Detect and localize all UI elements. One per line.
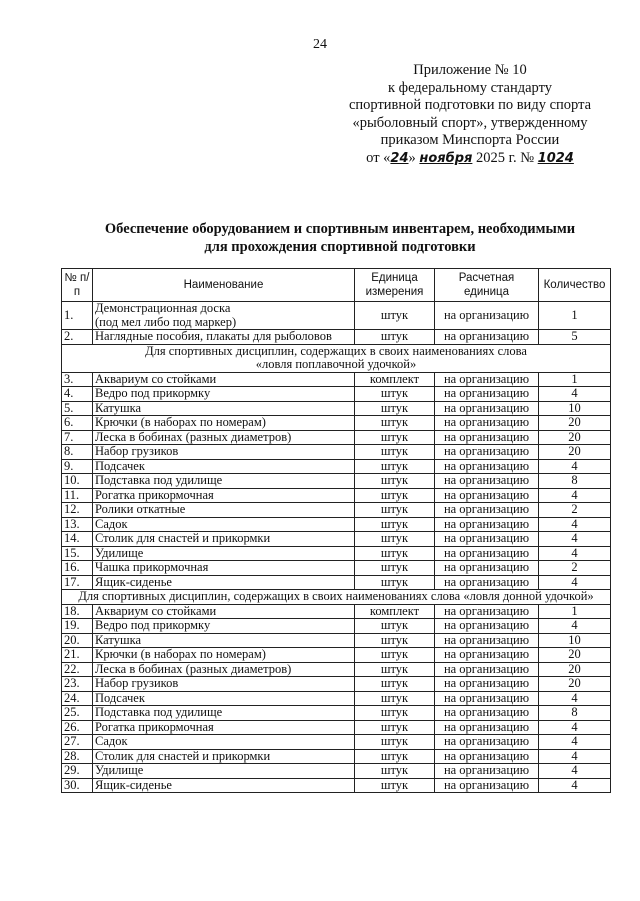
cell-calc: на организацию	[435, 546, 539, 561]
cell-num: 30.	[62, 778, 93, 793]
header-num: № п/п	[62, 269, 93, 302]
cell-calc: на организацию	[435, 720, 539, 735]
cell-unit: штук	[355, 735, 435, 750]
cell-calc: на организацию	[435, 749, 539, 764]
cell-num: 4.	[62, 387, 93, 402]
section-heading	[62, 590, 611, 605]
cell-name: Рогатка прикормочная	[93, 488, 355, 503]
cell-unit: штук	[355, 416, 435, 431]
cell-calc: на организацию	[435, 459, 539, 474]
table-row	[62, 677, 611, 692]
header-unit: Единица измерения	[355, 269, 435, 302]
cell-qty: 4	[539, 546, 611, 561]
cell-calc: на организацию	[435, 575, 539, 590]
cell-unit: штук	[355, 691, 435, 706]
cell-num: 6.	[62, 416, 93, 431]
cell-name: Подсачек	[93, 459, 355, 474]
cell-calc: на организацию	[435, 474, 539, 489]
cell-name: Крючки (в наборах по номерам)	[93, 648, 355, 663]
table-row	[62, 372, 611, 387]
cell-num: 9.	[62, 459, 93, 474]
cell-name: Ролики откатные	[93, 503, 355, 518]
cell-calc: на организацию	[435, 764, 539, 779]
cell-name: Катушка	[93, 401, 355, 416]
table-row	[62, 330, 611, 345]
cell-num: 20.	[62, 633, 93, 648]
cell-unit: штук	[355, 503, 435, 518]
table-row	[62, 401, 611, 416]
cell-calc: на организацию	[435, 401, 539, 416]
cell-name: Столик для снастей и прикормки	[93, 749, 355, 764]
cell-qty: 2	[539, 561, 611, 576]
title-line: Обеспечение оборудованием и спортивным инвентарем, необходимыми	[104, 221, 576, 237]
cell-calc: на организацию	[435, 706, 539, 721]
table-row	[62, 575, 611, 590]
cell-calc: на организацию	[435, 778, 539, 793]
cell-num: 23.	[62, 677, 93, 692]
cell-qty: 4	[539, 517, 611, 532]
cell-calc: на организацию	[435, 691, 539, 706]
cell-unit: штук	[355, 575, 435, 590]
section-row	[62, 344, 611, 372]
section-heading	[62, 344, 611, 372]
table-row	[62, 459, 611, 474]
cell-qty: 1	[539, 604, 611, 619]
cell-unit: штук	[355, 488, 435, 503]
cell-qty: 20	[539, 677, 611, 692]
cell-qty: 4	[539, 691, 611, 706]
cell-name: Подсачек	[93, 691, 355, 706]
cell-qty: 4	[539, 532, 611, 547]
cell-name: Рогатка прикормочная	[93, 720, 355, 735]
cell-calc: на организацию	[435, 619, 539, 634]
table-row	[62, 416, 611, 431]
cell-name-line: (под мел либо под маркер)	[95, 314, 237, 329]
cell-name: Удилище	[93, 546, 355, 561]
cell-name: Ведро под прикормку	[93, 387, 355, 402]
date-month-handwritten: ноября	[419, 150, 473, 166]
cell-num: 1.	[62, 302, 93, 330]
cell-calc: на организацию	[435, 532, 539, 547]
cell-qty: 2	[539, 503, 611, 518]
cell-name-line: Демонстрационная доска	[95, 301, 231, 315]
date-day-handwritten: 24	[390, 150, 409, 166]
cell-unit: штук	[355, 532, 435, 547]
table-row	[62, 503, 611, 518]
cell-qty: 4	[539, 619, 611, 634]
cell-name: Чашка прикормочная	[93, 561, 355, 576]
cell-calc: на организацию	[435, 503, 539, 518]
cell-name: Садок	[93, 735, 355, 750]
cell-calc: на организацию	[435, 330, 539, 345]
cell-qty: 8	[539, 474, 611, 489]
cell-num: 27.	[62, 735, 93, 750]
table-row	[62, 517, 611, 532]
cell-calc: на организацию	[435, 735, 539, 750]
cell-num: 10.	[62, 474, 93, 489]
cell-qty: 1	[539, 302, 611, 330]
cell-unit: штук	[355, 720, 435, 735]
cell-name: Наглядные пособия, плакаты для рыболовов	[93, 330, 355, 345]
cell-num: 17.	[62, 575, 93, 590]
cell-calc: на организацию	[435, 430, 539, 445]
cell-num: 18.	[62, 604, 93, 619]
date-year: 2025 г. №	[476, 149, 535, 166]
cell-name: Ящик-сиденье	[93, 778, 355, 793]
cell-calc: на организацию	[435, 387, 539, 402]
cell-name: Набор грузиков	[93, 445, 355, 460]
cell-num: 12.	[62, 503, 93, 518]
cell-calc: на организацию	[435, 517, 539, 532]
cell-unit: штук	[355, 561, 435, 576]
cell-num: 16.	[62, 561, 93, 576]
cell-calc: на организацию	[435, 561, 539, 576]
cell-unit: штук	[355, 749, 435, 764]
appendix-header	[330, 62, 610, 167]
cell-name: Подставка под удилище	[93, 474, 355, 489]
cell-unit: комплект	[355, 372, 435, 387]
cell-name: Леска в бобинах (разных диаметров)	[93, 662, 355, 677]
cell-num: 26.	[62, 720, 93, 735]
order-number-handwritten: 1024	[537, 150, 574, 166]
cell-calc: на организацию	[435, 677, 539, 692]
date-prefix: от «	[366, 149, 391, 166]
header-qty: Количество	[539, 269, 611, 302]
cell-qty: 4	[539, 575, 611, 590]
cell-qty: 4	[539, 488, 611, 503]
table-row	[62, 532, 611, 547]
cell-unit: штук	[355, 474, 435, 489]
cell-num: 2.	[62, 330, 93, 345]
cell-calc: на организацию	[435, 302, 539, 330]
table-row	[62, 604, 611, 619]
cell-calc: на организацию	[435, 372, 539, 387]
header-name: Наименование	[93, 269, 355, 302]
cell-name: Аквариум со стойками	[93, 372, 355, 387]
table-row	[62, 445, 611, 460]
cell-unit: штук	[355, 677, 435, 692]
cell-qty: 20	[539, 416, 611, 431]
cell-unit: штук	[355, 662, 435, 677]
table-row	[62, 387, 611, 402]
cell-num: 13.	[62, 517, 93, 532]
section-heading-line: Для спортивных дисциплин, содержащих в своих наименованиях слова «ловля донной удочкой»	[78, 589, 594, 603]
cell-qty: 10	[539, 633, 611, 648]
cell-num: 28.	[62, 749, 93, 764]
cell-num: 7.	[62, 430, 93, 445]
appendix-line: к федеральному стандарту	[388, 79, 552, 96]
cell-qty: 20	[539, 648, 611, 663]
cell-num: 14.	[62, 532, 93, 547]
table-row	[62, 691, 611, 706]
cell-unit: штук	[355, 387, 435, 402]
section-heading-line: Для спортивных дисциплин, содержащих в своих наименованиях слова	[145, 344, 527, 358]
appendix-line: приказом Минспорта России	[380, 132, 560, 148]
cell-calc: на организацию	[435, 604, 539, 619]
cell-unit: комплект	[355, 604, 435, 619]
cell-name: Столик для снастей и прикормки	[93, 532, 355, 547]
table-row	[62, 749, 611, 764]
table-header-row	[62, 269, 611, 302]
table-row	[62, 302, 611, 330]
table-row	[62, 648, 611, 663]
cell-name: Крючки (в наборах по номерам)	[93, 416, 355, 431]
table-row	[62, 706, 611, 721]
date-mid: »	[408, 149, 416, 166]
cell-name: Подставка под удилище	[93, 706, 355, 721]
cell-unit: штук	[355, 401, 435, 416]
cell-unit: штук	[355, 459, 435, 474]
cell-name: Ящик-сиденье	[93, 575, 355, 590]
cell-qty: 4	[539, 387, 611, 402]
table-row	[62, 662, 611, 677]
cell-name: Леска в бобинах (разных диаметров)	[93, 430, 355, 445]
table-row	[62, 764, 611, 779]
cell-name: Набор грузиков	[93, 677, 355, 692]
cell-name: Ведро под прикормку	[93, 619, 355, 634]
cell-num: 24.	[62, 691, 93, 706]
section-heading-line: «ловля поплавочной удочкой»	[255, 357, 417, 371]
appendix-line: спортивной подготовки по виду спорта	[348, 97, 592, 113]
cell-calc: на организацию	[435, 662, 539, 677]
equipment-table	[61, 268, 611, 793]
cell-qty: 5	[539, 330, 611, 345]
cell-name: Катушка	[93, 633, 355, 648]
cell-qty: 4	[539, 735, 611, 750]
cell-num: 25.	[62, 706, 93, 721]
cell-unit: штук	[355, 445, 435, 460]
cell-qty: 4	[539, 764, 611, 779]
cell-name: Садок	[93, 517, 355, 532]
cell-unit: штук	[355, 302, 435, 330]
appendix-line: «рыболовный спорт», утвержденному	[352, 114, 588, 131]
cell-num: 21.	[62, 648, 93, 663]
table-row	[62, 735, 611, 750]
cell-unit: штук	[355, 330, 435, 345]
cell-num: 29.	[62, 764, 93, 779]
cell-unit: штук	[355, 764, 435, 779]
page-number: 24	[313, 37, 327, 52]
table-row	[62, 546, 611, 561]
cell-unit: штук	[355, 706, 435, 721]
title-line: для прохождения спортивной подготовки	[204, 239, 476, 255]
cell-num: 22.	[62, 662, 93, 677]
cell-unit: штук	[355, 633, 435, 648]
cell-name	[93, 302, 355, 330]
cell-name: Аквариум со стойками	[93, 604, 355, 619]
cell-unit: штук	[355, 430, 435, 445]
cell-calc: на организацию	[435, 416, 539, 431]
cell-calc: на организацию	[435, 445, 539, 460]
table-row	[62, 619, 611, 634]
cell-num: 15.	[62, 546, 93, 561]
cell-unit: штук	[355, 546, 435, 561]
table-row	[62, 430, 611, 445]
cell-qty: 10	[539, 401, 611, 416]
table-row	[62, 633, 611, 648]
table-row	[62, 488, 611, 503]
cell-unit: штук	[355, 517, 435, 532]
cell-calc: на организацию	[435, 633, 539, 648]
cell-qty: 4	[539, 720, 611, 735]
cell-calc: на организацию	[435, 648, 539, 663]
section-row	[62, 590, 611, 605]
cell-unit: штук	[355, 778, 435, 793]
order-date-line	[330, 150, 610, 168]
cell-calc: на организацию	[435, 488, 539, 503]
table-row	[62, 561, 611, 576]
cell-num: 11.	[62, 488, 93, 503]
cell-qty: 20	[539, 445, 611, 460]
table-row	[62, 778, 611, 793]
header-calc: Расчетная единица	[435, 269, 539, 302]
cell-qty: 20	[539, 430, 611, 445]
cell-qty: 20	[539, 662, 611, 677]
cell-qty: 4	[539, 459, 611, 474]
cell-unit: штук	[355, 619, 435, 634]
document-title	[40, 220, 640, 256]
cell-qty: 4	[539, 778, 611, 793]
table-row	[62, 720, 611, 735]
appendix-line: Приложение № 10	[413, 62, 527, 78]
cell-num: 8.	[62, 445, 93, 460]
cell-num: 3.	[62, 372, 93, 387]
cell-qty: 8	[539, 706, 611, 721]
table-row	[62, 474, 611, 489]
cell-num: 19.	[62, 619, 93, 634]
cell-num: 5.	[62, 401, 93, 416]
cell-unit: штук	[355, 648, 435, 663]
cell-qty: 4	[539, 749, 611, 764]
cell-qty: 1	[539, 372, 611, 387]
cell-name: Удилище	[93, 764, 355, 779]
